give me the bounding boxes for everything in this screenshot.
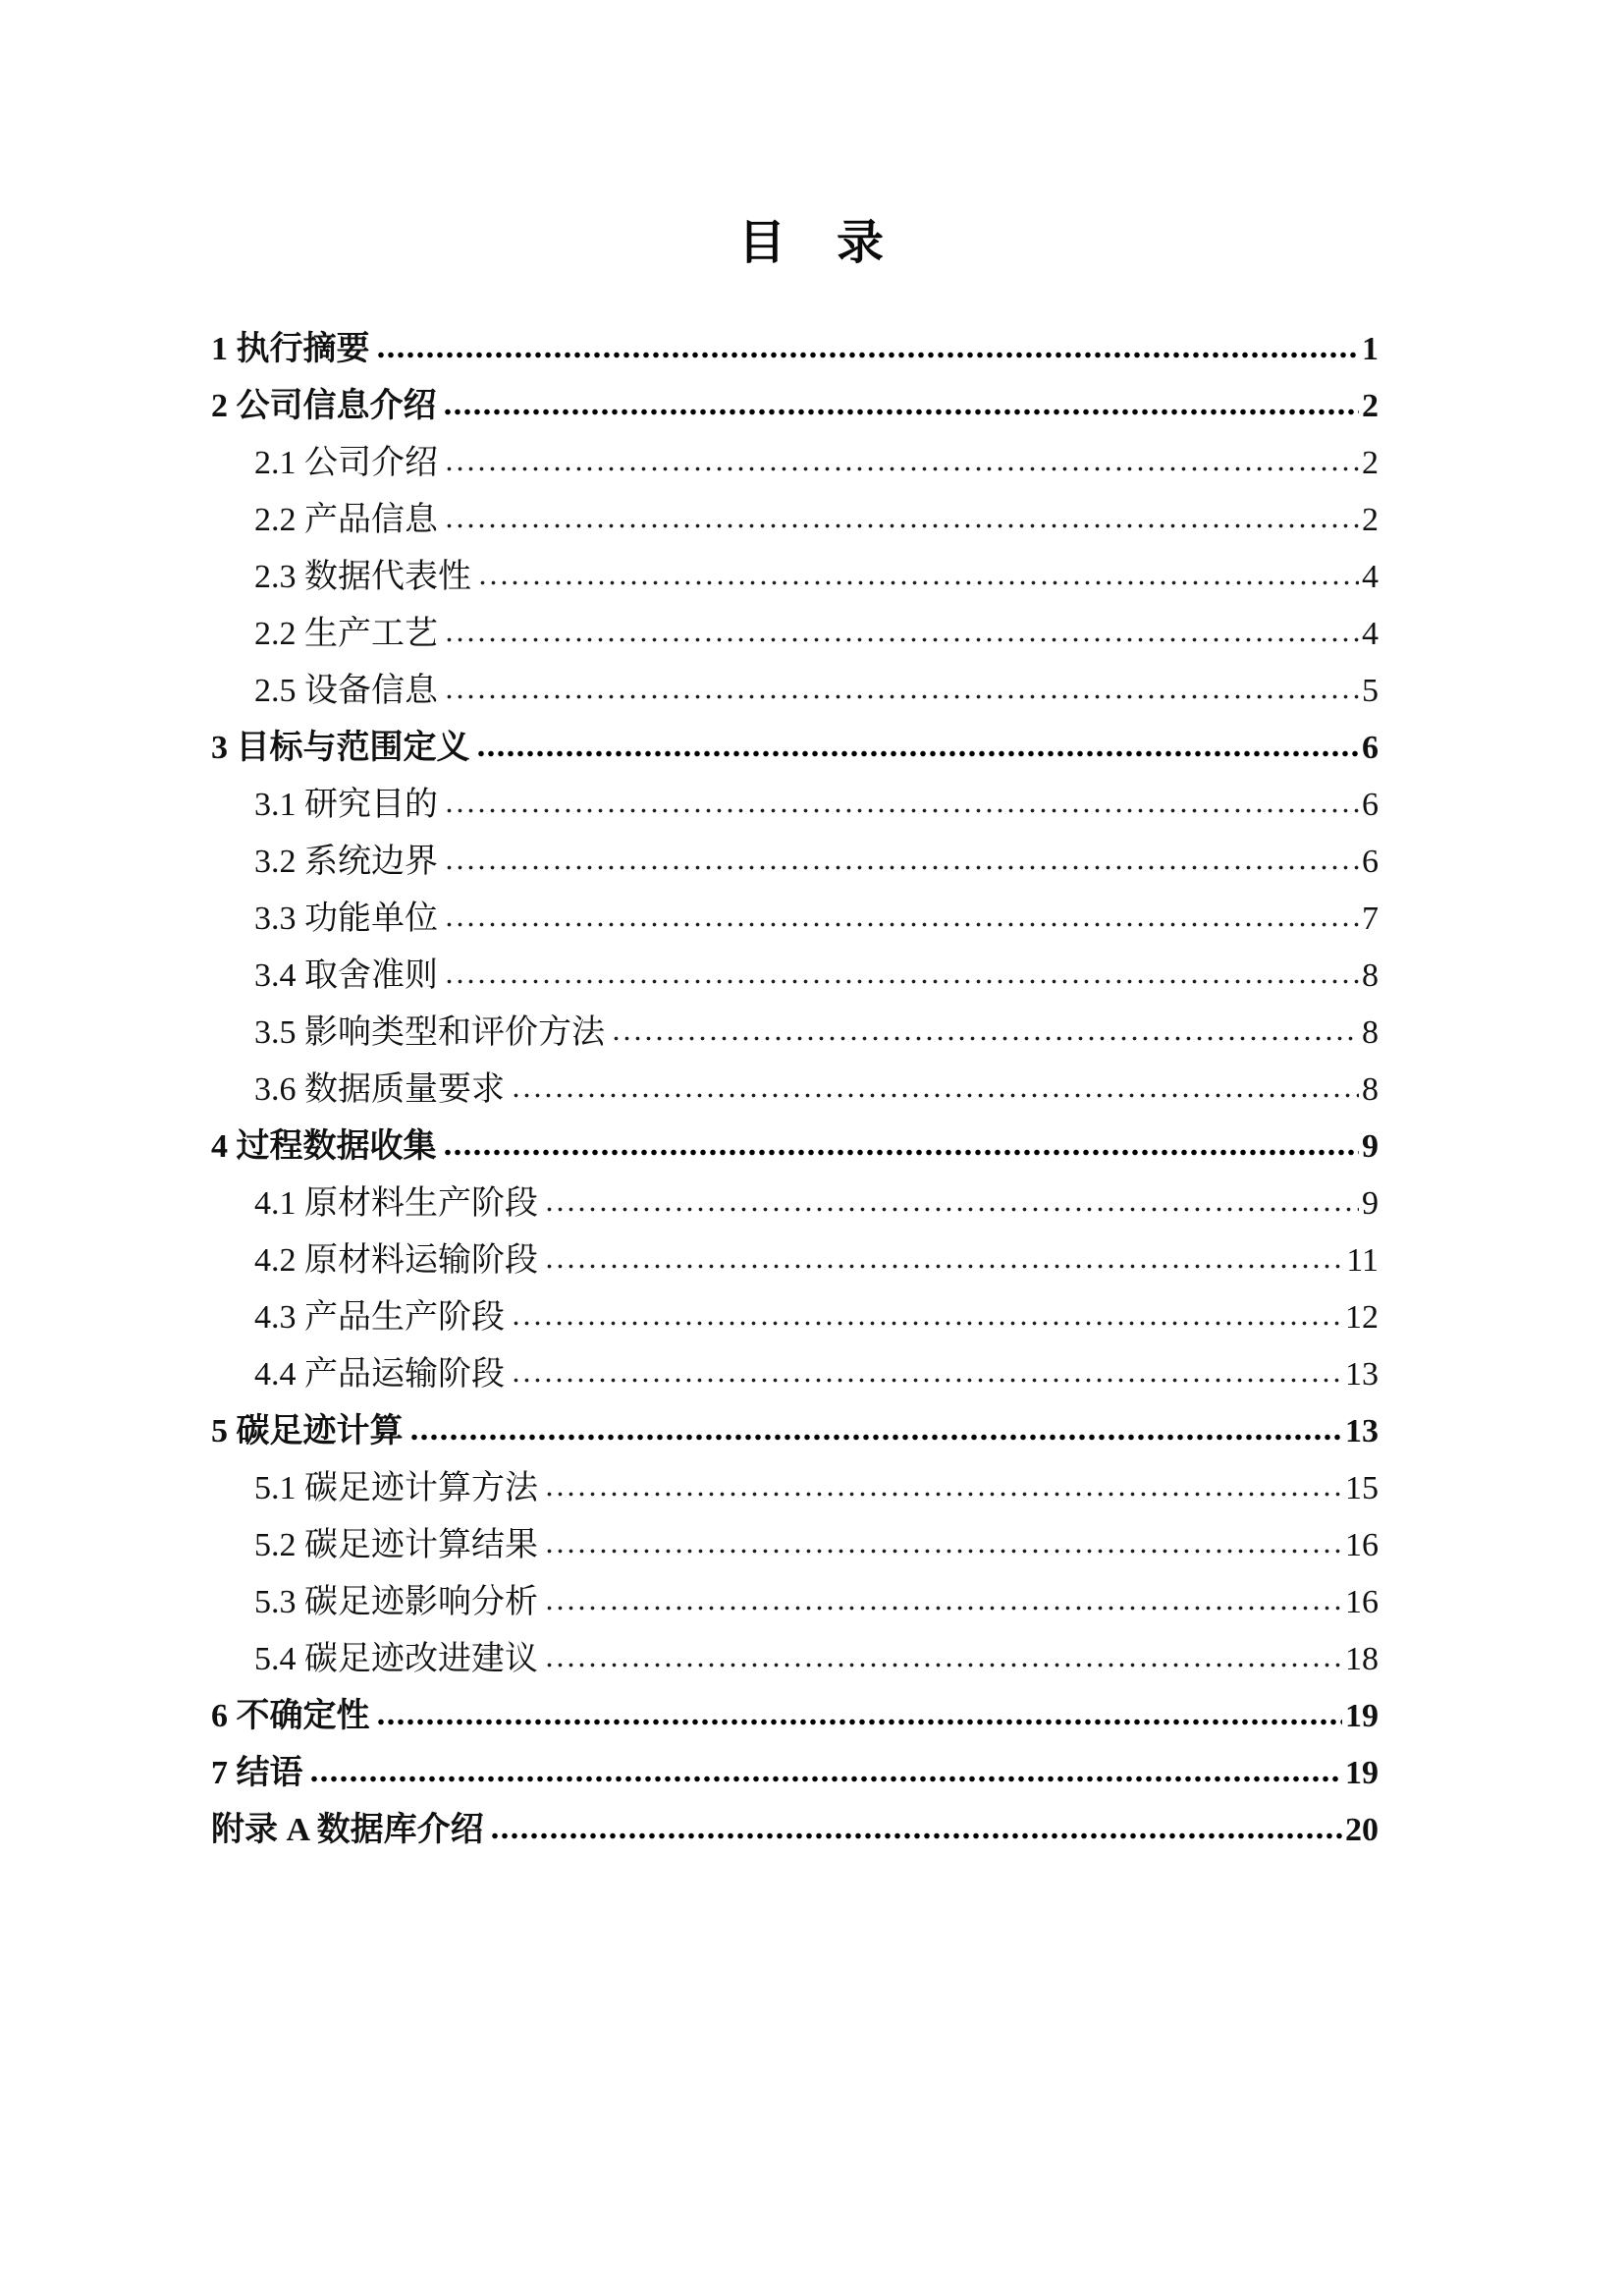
toc-entry-label: 4.1 原材料生产阶段 (254, 1185, 538, 1222)
toc-entry-label: 4.4 产品运输阶段 (254, 1356, 505, 1393)
toc-entry-page: 18 (1345, 1641, 1379, 1677)
toc-entry-label: 3.2 系统边界 (254, 844, 438, 880)
toc-entry-page: 2 (1362, 502, 1379, 538)
toc-entry-label: 5 碳足迹计算 (211, 1413, 404, 1449)
toc-leader-dots (443, 408, 1360, 416)
toc-entry-label: 2.2 生产工艺 (254, 616, 438, 652)
toc-entry-page: 5 (1362, 673, 1379, 709)
toc-entry-label: 3.1 研究目的 (254, 787, 438, 823)
toc-entry-page: 6 (1362, 730, 1379, 766)
toc-entry[interactable] (211, 606, 1379, 663)
toc-entry[interactable] (211, 378, 1379, 435)
toc-entry[interactable] (211, 1403, 1379, 1460)
toc-entry[interactable] (211, 1346, 1379, 1403)
toc-entry-page: 1 (1362, 331, 1379, 367)
toc-entry-label: 1 执行摘要 (211, 331, 370, 367)
toc-entry-page: 6 (1362, 787, 1379, 823)
toc-entry-label: 3.5 影响类型和评价方法 (254, 1014, 605, 1051)
toc-entry[interactable] (211, 435, 1379, 492)
toc-leader-dots (511, 1319, 1342, 1328)
toc-entry-label: 2.1 公司介绍 (254, 445, 438, 481)
toc-leader-dots (409, 1433, 1343, 1442)
toc-entry-page: 12 (1345, 1299, 1379, 1336)
toc-leader-dots (444, 977, 1359, 986)
toc-leader-dots (444, 920, 1359, 929)
toc-entry[interactable] (211, 891, 1379, 948)
toc-leader-dots (544, 1604, 1342, 1613)
toc-entry-page: 19 (1345, 1698, 1379, 1734)
toc-leader-dots (544, 1262, 1343, 1271)
toc-entry-label: 3 目标与范围定义 (211, 730, 470, 766)
toc-leader-dots (611, 1034, 1359, 1043)
toc-leader-dots (511, 1376, 1342, 1385)
toc-leader-dots (544, 1205, 1359, 1214)
toc-leader-dots (544, 1661, 1342, 1669)
toc-leader-dots (444, 521, 1359, 530)
toc-leader-dots (376, 1718, 1343, 1726)
toc-leader-dots (309, 1775, 1343, 1783)
toc-entry[interactable] (211, 1119, 1379, 1175)
toc-entry[interactable] (211, 1460, 1379, 1517)
toc-entry-page: 7 (1362, 901, 1379, 937)
toc-entry-page: 8 (1362, 1014, 1379, 1051)
toc-entry-label: 3.6 数据质量要求 (254, 1071, 505, 1108)
toc-leader-dots (477, 578, 1359, 587)
toc-entry-page: 13 (1345, 1413, 1379, 1449)
toc-entry[interactable] (211, 1745, 1379, 1802)
toc-entry[interactable] (211, 492, 1379, 549)
toc-entry-page: 9 (1362, 1185, 1379, 1222)
toc-entry[interactable] (211, 777, 1379, 834)
toc-entry-label: 5.1 碳足迹计算方法 (254, 1470, 538, 1506)
toc-entry[interactable] (211, 1517, 1379, 1574)
toc-entry[interactable] (211, 321, 1379, 378)
toc-entry-page: 2 (1362, 388, 1379, 424)
toc-entry-label: 3.4 取舍准则 (254, 957, 438, 994)
toc-entry-page: 15 (1345, 1470, 1379, 1506)
toc-entry[interactable] (211, 1232, 1379, 1289)
toc-leader-dots (544, 1547, 1342, 1556)
toc-leader-dots (443, 1148, 1360, 1157)
toc-entry-label: 5.3 碳足迹影响分析 (254, 1584, 538, 1620)
toc-entry-page: 16 (1345, 1527, 1379, 1563)
toc-entry-label: 7 结语 (211, 1755, 303, 1791)
toc-leader-dots (490, 1831, 1342, 1840)
toc-entry-page: 6 (1362, 844, 1379, 880)
toc-leader-dots (444, 692, 1359, 701)
toc-list (211, 321, 1379, 1859)
toc-entry[interactable] (211, 834, 1379, 891)
toc-entry[interactable] (211, 663, 1379, 720)
toc-entry-page: 13 (1345, 1356, 1379, 1393)
toc-entry-label: 2 公司信息介绍 (211, 388, 437, 424)
toc-entry-page: 9 (1362, 1128, 1379, 1165)
toc-entry-label: 附录 A 数据库介绍 (211, 1812, 484, 1848)
toc-entry-page: 8 (1362, 957, 1379, 994)
toc-entry[interactable] (211, 1574, 1379, 1631)
toc-leader-dots (444, 635, 1359, 644)
toc-leader-dots (376, 351, 1360, 359)
toc-entry-label: 3.3 功能单位 (254, 901, 438, 937)
toc-entry[interactable] (211, 720, 1379, 777)
toc-entry-label: 4 过程数据收集 (211, 1128, 437, 1165)
toc-entry-label: 5.2 碳足迹计算结果 (254, 1527, 538, 1563)
toc-leader-dots (511, 1091, 1359, 1100)
toc-entry-page: 11 (1346, 1242, 1379, 1279)
toc-entry[interactable] (211, 1802, 1379, 1859)
toc-entry-label: 6 不确定性 (211, 1698, 370, 1734)
toc-entry[interactable] (211, 1631, 1379, 1688)
toc-entry[interactable] (211, 1175, 1379, 1232)
toc-entry[interactable] (211, 1062, 1379, 1119)
toc-entry[interactable] (211, 1005, 1379, 1062)
toc-entry-label: 2.5 设备信息 (254, 673, 438, 709)
toc-entry-label: 2.3 数据代表性 (254, 559, 471, 595)
toc-entry-label: 4.3 产品生产阶段 (254, 1299, 505, 1336)
toc-entry[interactable] (211, 1688, 1379, 1745)
toc-page-title: 目 录 (737, 217, 886, 269)
toc-entry-page: 2 (1362, 445, 1379, 481)
toc-leader-dots (444, 806, 1359, 815)
toc-leader-dots (444, 863, 1359, 872)
toc-leader-dots (444, 465, 1359, 473)
toc-entry-page: 4 (1362, 616, 1379, 652)
toc-entry[interactable] (211, 549, 1379, 606)
toc-entry-page: 4 (1362, 559, 1379, 595)
toc-entry[interactable] (211, 948, 1379, 1005)
toc-leader-dots (544, 1490, 1342, 1499)
toc-leader-dots (476, 749, 1360, 758)
toc-entry-label: 2.2 产品信息 (254, 502, 438, 538)
toc-entry-page: 8 (1362, 1071, 1379, 1108)
toc-entry-page: 19 (1345, 1755, 1379, 1791)
toc-entry-label: 5.4 碳足迹改进建议 (254, 1641, 538, 1677)
toc-entry-page: 20 (1345, 1812, 1379, 1848)
toc-entry[interactable] (211, 1289, 1379, 1346)
toc-entry-label: 4.2 原材料运输阶段 (254, 1242, 538, 1279)
toc-entry-page: 16 (1345, 1584, 1379, 1620)
